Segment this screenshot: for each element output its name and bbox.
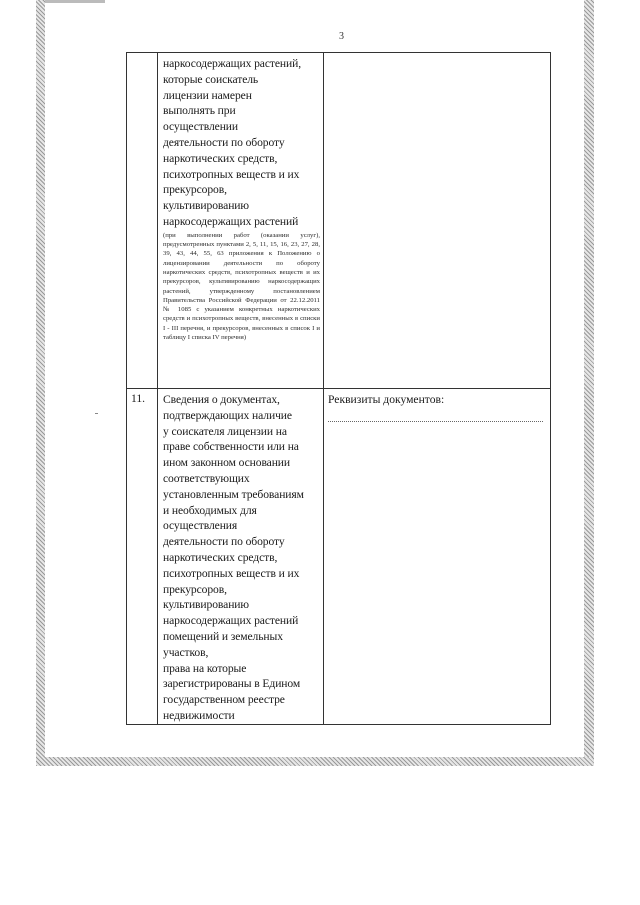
description-line: недвижимости (163, 708, 235, 722)
row-description (158, 53, 324, 389)
description-line: у соискателя лицензии на (163, 424, 287, 438)
description-line: участков, (163, 645, 209, 659)
description-note: (при выполнении работ (оказании услуг), предусмотренных пунктами 2, 5, 11, 15, 16, 23, 27, 28, 39, 43, 44, 55, 63 приложения к Положению о лицензировании деятельности по обороту наркотических средств, психотропных веществ и их прекурсоров, культивированию наркосодержащих растений, утвержденному постановлением Правительства Российской Федерации от 22.12.2011 № 1085 с указанием конкретных наркотических средств и психотропных веществ, внесенных в списки I - III перечня, и прекурсоров, внесенных в список I и таблицу I списка IV перечня) (163, 231, 320, 342)
scan-edge-bottom (36, 757, 594, 766)
description-line: выполнять при (163, 104, 236, 118)
form-table (126, 52, 551, 725)
value-label: Реквизиты документов: (328, 393, 445, 406)
description-line: государственном реестре (163, 693, 285, 707)
description-line: наркотических средств, (163, 151, 278, 165)
description-line: наркотических средств, (163, 550, 278, 564)
page-number: 3 (339, 31, 344, 42)
description-line: наркосодержащих растений (163, 614, 299, 628)
description-text (163, 392, 320, 724)
fill-in-line (328, 407, 543, 422)
description-line: которые соискатель (163, 72, 259, 86)
row-number (127, 53, 158, 389)
row-value (324, 389, 551, 725)
description-line: права на которые (163, 661, 247, 675)
description-line: культивированию (163, 199, 249, 213)
description-line: осуществления (163, 519, 238, 533)
scan-artifact (95, 413, 98, 414)
description-line: подтверждающих наличие (163, 408, 292, 422)
description-line: установленным требованиям (163, 487, 304, 501)
description-line: осуществлении (163, 120, 239, 134)
description-line: психотропных веществ и их (163, 167, 300, 181)
description-line: Сведения о документах, (163, 393, 280, 406)
description-line: зарегистрированы в Едином (163, 677, 301, 691)
description-line: прекурсоров, (163, 183, 227, 197)
description-line: праве собственности или на (163, 440, 299, 454)
description-line: и необходимых для (163, 503, 257, 517)
description-line: деятельности по обороту (163, 135, 285, 149)
table-row (127, 53, 551, 389)
description-line: наркосодержащих растений (163, 214, 299, 228)
description-line: соответствующих (163, 471, 250, 485)
row-description (158, 389, 324, 725)
description-line: культивированию (163, 598, 249, 612)
table-row (127, 389, 551, 725)
description-line: прекурсоров, (163, 582, 227, 596)
row-number: 11. (127, 389, 158, 725)
scan-edge-top (45, 0, 105, 3)
scan-edge-right (584, 0, 594, 766)
description-line: ином законном основании (163, 456, 291, 470)
description-line: деятельности по обороту (163, 535, 285, 549)
row-value (324, 53, 551, 389)
description-line: наркосодержащих растений, (163, 57, 302, 70)
scan-edge-left (36, 0, 45, 766)
description-line: психотропных веществ и их (163, 566, 300, 580)
description-line: лицензии намерен (163, 88, 252, 102)
description-text (163, 56, 320, 230)
description-line: помещений и земельных (163, 629, 283, 643)
